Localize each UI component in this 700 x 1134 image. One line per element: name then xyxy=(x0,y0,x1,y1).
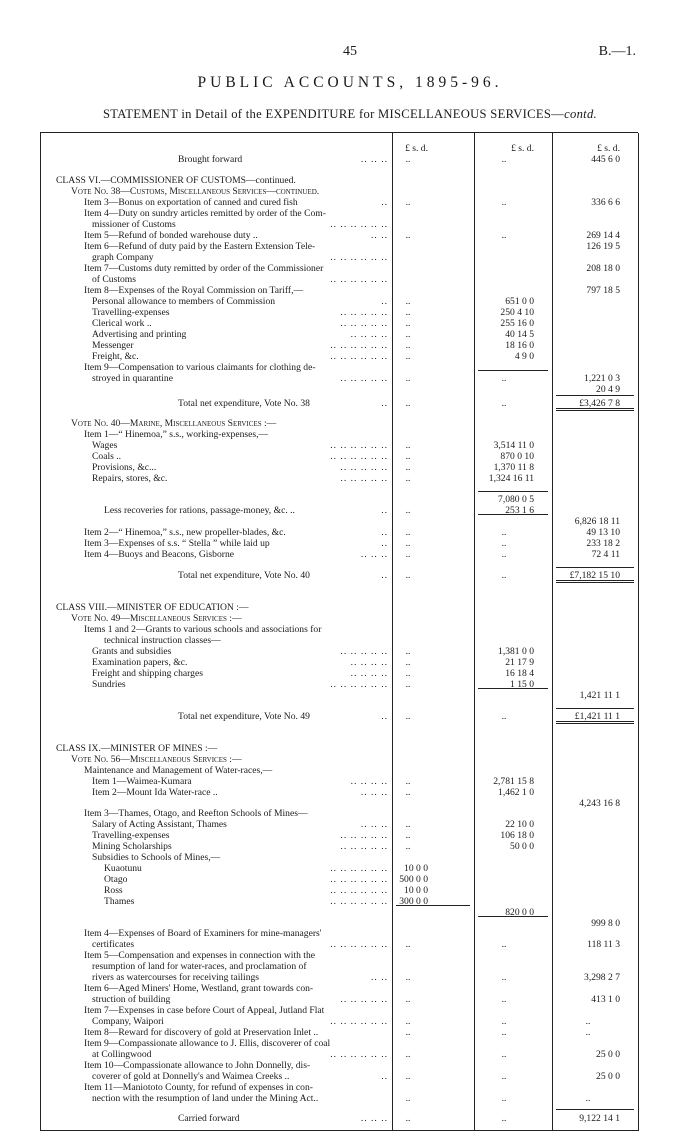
amount-c2: .. xyxy=(501,538,507,549)
line-description: Coals .. xyxy=(92,451,122,462)
amount-c2: 4 9 0 xyxy=(514,351,534,362)
line-description: Salary of Acting Assistant, Thames xyxy=(92,819,227,830)
amount-c1: .. xyxy=(405,1093,411,1104)
amount-c1: .. xyxy=(405,373,411,384)
line-description: Freight and shipping charges xyxy=(92,668,203,679)
table-bottom-rule xyxy=(40,1130,638,1131)
line-description: Item 8—Expenses of the Royal Commission on Tariff,— xyxy=(84,285,304,296)
amount-c2: .. xyxy=(501,1071,507,1082)
line-description: Item 6—Aged Miners' Home, Westland, grant towards con- xyxy=(84,983,314,994)
leader-dots: .. .. .. .. .. .. xyxy=(330,939,388,950)
total-double-rule xyxy=(556,721,634,724)
line-description: Item 10—Compassionate allowance to John Donnelly, dis- xyxy=(84,1060,311,1071)
amount-c3: £3,426 7 8 xyxy=(579,398,620,409)
leader-dots: .. .. .. .. .. .. xyxy=(330,1016,388,1027)
subtotal-rule xyxy=(478,370,548,371)
leader-dots: .. .. .. .. .. .. xyxy=(330,440,388,451)
leader-dots: .. .. .. .. .. .. xyxy=(330,874,388,885)
amount-c2: 22 10 0 xyxy=(505,819,534,830)
amount-c2: 255 16 0 xyxy=(500,318,534,329)
line-description: Total net expenditure, Vote No. 38 xyxy=(178,398,310,409)
line-description: Examination papers, &c. xyxy=(92,657,188,668)
line-description: Brought forward xyxy=(178,154,243,165)
leader-dots: .. .. .. .. .. .. xyxy=(330,340,388,351)
amount-c1: .. xyxy=(405,307,411,318)
line-description: Mining Scholarships xyxy=(92,841,172,852)
line-description: Wages xyxy=(92,440,118,451)
amount-c3: 1,421 11 1 xyxy=(579,690,620,701)
amount-c1: .. xyxy=(405,1071,411,1082)
line-description: CLASS VIII.—MINISTER OF EDUCATION :— xyxy=(56,602,249,613)
total-rule xyxy=(556,395,634,396)
amount-c1: .. xyxy=(405,329,411,340)
amount-c2: .. xyxy=(501,1027,507,1038)
leader-dots: .. .. .. .. .. .. xyxy=(330,252,388,263)
leader-dots: .. .. .. xyxy=(360,154,388,165)
line-description: Item 3—Expenses of s.s. “ Stella ” while laid up xyxy=(84,538,270,549)
line-description: Repairs, stores, &c. xyxy=(92,473,168,484)
amount-c1: .. xyxy=(405,1049,411,1060)
leader-dots: .. xyxy=(381,711,388,722)
leader-dots: .. .. .. .. .. xyxy=(340,462,388,473)
amount-c2: .. xyxy=(501,1093,507,1104)
amount-c1: .. xyxy=(405,154,411,165)
amount-c2: 21 17 9 xyxy=(505,657,534,668)
leader-dots: .. .. .. xyxy=(360,787,388,798)
line-description: of Customs xyxy=(92,274,136,285)
amount-c3: .. xyxy=(585,1027,591,1038)
amount-c3: 269 14 4 xyxy=(586,230,620,241)
page-number: 45 xyxy=(343,44,357,59)
table-top-rule xyxy=(40,132,638,133)
leader-dots: .. xyxy=(381,527,388,538)
leader-dots: .. .. .. .. .. .. xyxy=(330,274,388,285)
amount-c3: 6,826 18 11 xyxy=(574,516,620,527)
amount-c1: .. xyxy=(405,657,411,668)
amount-c3: .. xyxy=(585,1016,591,1027)
line-description: Company, Waipori xyxy=(92,1016,164,1027)
amount-c3: 413 1 0 xyxy=(591,994,620,1005)
amount-c2: .. xyxy=(501,711,507,722)
amount-c3: 25 0 0 xyxy=(596,1071,620,1082)
amount-c2: .. xyxy=(501,972,507,983)
document-reference: B.—1. xyxy=(598,44,636,59)
amount-c1: 300 0 0 xyxy=(399,896,428,907)
leader-dots: .. .. .. .. .. xyxy=(340,841,388,852)
amount-c1: 10 0 0 xyxy=(404,863,428,874)
line-description: coverer of gold at Donnelly's and Waimea Creeks .. xyxy=(92,1071,290,1082)
amount-c1: .. xyxy=(405,296,411,307)
leader-dots: .. .. .. xyxy=(360,1113,388,1124)
amount-c3: 3,298 2 7 xyxy=(584,972,620,983)
amount-c1: .. xyxy=(405,939,411,950)
amount-c1: .. xyxy=(405,776,411,787)
subtotal-rule xyxy=(396,905,470,906)
amount-c2: .. xyxy=(501,527,507,538)
line-description: Provisions, &c... xyxy=(92,462,157,473)
amount-c2: 3,514 11 0 xyxy=(493,440,534,451)
amount-c2: .. xyxy=(501,398,507,409)
subtotal-rule xyxy=(478,916,548,917)
line-description: certificates xyxy=(92,939,135,950)
amount-c1: .. xyxy=(405,462,411,473)
amount-c1: .. xyxy=(405,473,411,484)
amount-c1: 10 0 0 xyxy=(404,885,428,896)
line-description: Vote No. 56—Miscellaneous Services :— xyxy=(71,754,242,765)
leader-dots: .. .. .. .. .. xyxy=(340,373,388,384)
amount-c1: .. xyxy=(405,819,411,830)
statement-subtitle: STATEMENT in Detail of the EXPENDITURE for MISCELLANEOUS SERVICES—contd. xyxy=(102,107,598,121)
amount-c2: 106 18 0 xyxy=(500,830,534,841)
line-description: Otago xyxy=(104,874,128,885)
line-description: Total net expenditure, Vote No. 49 xyxy=(178,711,310,722)
column-header-c2: £ s. d. xyxy=(511,143,534,154)
amount-c1: .. xyxy=(405,527,411,538)
amount-c2: .. xyxy=(501,549,507,560)
amount-c2: .. xyxy=(501,1049,507,1060)
amount-c1: .. xyxy=(405,830,411,841)
total-rule xyxy=(556,708,634,709)
line-description: Less recoveries for rations, passage-money, &c. .. xyxy=(104,505,295,516)
amount-c2: .. xyxy=(501,994,507,1005)
amount-c3: 118 11 3 xyxy=(587,939,620,950)
line-description: Travelling-expenses xyxy=(92,307,170,318)
amount-c2: .. xyxy=(501,154,507,165)
line-description: graph Company xyxy=(92,252,154,263)
leader-dots: .. xyxy=(381,296,388,307)
amount-c1: .. xyxy=(405,538,411,549)
leader-dots: .. .. .. .. .. xyxy=(340,994,388,1005)
amount-c2: 870 0 10 xyxy=(500,451,534,462)
line-description: Kuaotunu xyxy=(104,863,142,874)
amount-c2: .. xyxy=(501,1113,507,1124)
amount-c1: .. xyxy=(405,351,411,362)
total-double-rule xyxy=(556,580,634,583)
leader-dots: .. .. .. .. .. xyxy=(340,318,388,329)
column-divider-3 xyxy=(552,133,553,1131)
leader-dots: .. .. .. .. xyxy=(350,657,388,668)
amount-c2: 651 0 0 xyxy=(505,296,534,307)
line-description: Item 2—Mount Ida Water-race .. xyxy=(92,787,218,798)
amount-c3: 208 18 0 xyxy=(586,263,620,274)
line-description: resumption of land for water-races, and proclamation of xyxy=(92,961,307,972)
amount-c3: £1,421 11 1 xyxy=(574,711,620,722)
amount-c3: .. xyxy=(585,1093,591,1104)
amount-c1: .. xyxy=(405,230,411,241)
line-description: missioner of Customs xyxy=(92,219,176,230)
amount-c2: 7,080 0 5 xyxy=(498,494,534,505)
amount-c2: 1,324 16 11 xyxy=(488,473,534,484)
leader-dots: .. xyxy=(381,197,388,208)
leader-dots: .. .. .. .. .. xyxy=(340,307,388,318)
line-description: Item 11—Maniototo County, for refund of expenses in con- xyxy=(84,1082,313,1093)
leader-dots: .. .. .. .. .. .. xyxy=(330,451,388,462)
amount-c1: .. xyxy=(405,711,411,722)
leader-dots: .. xyxy=(381,538,388,549)
line-description: stroyed in quarantine xyxy=(92,373,173,384)
amount-c3: 72 4 11 xyxy=(591,549,620,560)
leader-dots: .. .. .. .. .. .. xyxy=(330,863,388,874)
line-description: nection with the resumption of land under the Mining Act.. xyxy=(92,1093,319,1104)
amount-c3: 445 6 0 xyxy=(591,154,620,165)
line-description: Vote No. 40—Marine, Miscellaneous Services :— xyxy=(71,418,277,429)
amount-c2: 1,462 1 0 xyxy=(498,787,534,798)
line-description: Total net expenditure, Vote No. 40 xyxy=(178,570,310,581)
amount-c1: .. xyxy=(405,340,411,351)
amount-c1: .. xyxy=(405,197,411,208)
amount-c3: 4,243 16 8 xyxy=(579,798,620,809)
line-description: Item 7—Customs duty remitted by order of the Commissioner xyxy=(84,263,324,274)
line-description: Item 4—Duty on sundry articles remitted by order of the Com- xyxy=(84,208,326,219)
amount-c1: .. xyxy=(405,549,411,560)
line-description: Item 2—“ Hinemoa,” s.s., new propeller-blades, &c. xyxy=(84,527,286,538)
leader-dots: .. .. xyxy=(371,972,388,983)
amount-c1: .. xyxy=(405,398,411,409)
amount-c1: .. xyxy=(405,1016,411,1027)
amount-c2: .. xyxy=(501,230,507,241)
line-description: Maintenance and Management of Water-races,— xyxy=(84,765,273,776)
column-header-c1: £ s. d. xyxy=(405,143,428,154)
amount-c2: 40 14 5 xyxy=(505,329,534,340)
amount-c2: 18 16 0 xyxy=(505,340,534,351)
amount-c3: 49 13 10 xyxy=(586,527,620,538)
leader-dots: .. xyxy=(381,398,388,409)
amount-c2: .. xyxy=(501,197,507,208)
line-description: CLASS VI.—COMMISSIONER OF CUSTOMS—continued. xyxy=(56,175,296,186)
leader-dots: .. .. .. .. .. .. xyxy=(330,896,388,907)
line-description: Item 9—Compensation to various claimants for clothing de- xyxy=(84,362,316,373)
amount-c3: £7,182 15 10 xyxy=(569,570,620,581)
amount-c1: 500 0 0 xyxy=(399,874,428,885)
amount-c1: .. xyxy=(405,994,411,1005)
line-description: Item 8—Reward for discovery of gold at Preservation Inlet .. xyxy=(84,1027,319,1038)
amount-c2: 1,381 0 0 xyxy=(498,646,534,657)
amount-c1: .. xyxy=(405,646,411,657)
amount-c1: .. xyxy=(405,972,411,983)
line-description: Vote No. 49—Miscellaneous Services :— xyxy=(71,613,242,624)
line-description: Carried forward xyxy=(178,1113,240,1124)
subtotal-rule xyxy=(478,514,548,515)
leader-dots: .. xyxy=(381,505,388,516)
amount-c1: .. xyxy=(405,451,411,462)
leader-dots: .. .. .. .. .. .. xyxy=(330,1049,388,1060)
leader-dots: .. .. .. .. .. xyxy=(340,646,388,657)
amount-c1: .. xyxy=(405,679,411,690)
line-description: at Collingwood xyxy=(92,1049,152,1060)
leader-dots: .. xyxy=(381,570,388,581)
leader-dots: .. .. .. .. .. xyxy=(340,830,388,841)
table-right-border xyxy=(638,133,639,1131)
subtotal-rule xyxy=(478,491,548,492)
line-description: struction of building xyxy=(92,994,171,1005)
leader-dots: .. .. .. .. .. .. xyxy=(330,885,388,896)
amount-c3: 9,122 14 1 xyxy=(579,1113,620,1124)
leader-dots: .. .. .. xyxy=(360,549,388,560)
leader-dots: .. .. .. xyxy=(360,819,388,830)
column-header-c3: £ s. d. xyxy=(597,143,620,154)
leader-dots: .. .. .. .. .. .. xyxy=(330,351,388,362)
line-description: rivers as watercourses for receiving tailings xyxy=(92,972,260,983)
page-title: PUBLIC ACCOUNTS, 1895-96. xyxy=(197,74,503,91)
line-description: Subsidies to Schools of Mines,— xyxy=(92,852,221,863)
amount-c2: 50 0 0 xyxy=(510,841,534,852)
line-description: Item 3—Bonus on exportation of canned and cured fish xyxy=(84,197,298,208)
amount-c1: .. xyxy=(405,1113,411,1124)
amount-c1: .. xyxy=(405,668,411,679)
amount-c2: 16 18 4 xyxy=(505,668,534,679)
table-left-border xyxy=(40,133,41,1131)
line-description: Item 5—Refund of bonded warehouse duty .. xyxy=(84,230,258,241)
line-description: Personal allowance to members of Commission xyxy=(92,296,276,307)
amount-c3: 25 0 0 xyxy=(596,1049,620,1060)
line-description: Item 4—Buoys and Beacons, Gisborne xyxy=(84,549,235,560)
line-description: Ross xyxy=(104,885,123,896)
amount-c2: 1,370 11 8 xyxy=(493,462,534,473)
line-description: Advertising and printing xyxy=(92,329,187,340)
line-description: Items 1 and 2—Grants to various schools and associations for xyxy=(84,624,322,635)
line-description: Item 1—Waimea-Kumara xyxy=(92,776,192,787)
amount-c3: 797 18 5 xyxy=(586,285,620,296)
amount-c2: .. xyxy=(501,1016,507,1027)
line-description: Messenger xyxy=(92,340,134,351)
amount-c1: .. xyxy=(405,570,411,581)
line-description: Item 7—Expenses in case before Court of Appeal, Jutland Flat xyxy=(84,1005,325,1016)
line-description: Item 6—Refund of duty paid by the Eastern Extension Tele- xyxy=(84,241,316,252)
line-description: Grants and subsidies xyxy=(92,646,172,657)
leader-dots: .. .. .. .. xyxy=(350,329,388,340)
amount-c1: .. xyxy=(405,318,411,329)
line-description: Item 4—Expenses of Board of Examiners for mine-managers' xyxy=(84,928,322,939)
leader-dots: .. .. .. .. xyxy=(350,668,388,679)
line-description: Sundries xyxy=(92,679,126,690)
amount-c1: .. xyxy=(405,505,411,516)
total-rule xyxy=(556,1109,634,1110)
subtotal-rule xyxy=(478,688,548,689)
amount-c2: 820 0 0 xyxy=(505,907,534,918)
amount-c2: 1 15 0 xyxy=(510,679,534,690)
amount-c3: 20 4 9 xyxy=(596,384,620,395)
line-description: Item 9—Compassionate allowance to J. Ellis, discoverer of coal xyxy=(84,1038,331,1049)
leader-dots: .. xyxy=(381,1071,388,1082)
leader-dots: .. .. xyxy=(371,230,388,241)
line-description: Freight, &c. xyxy=(92,351,139,362)
amount-c2: .. xyxy=(501,939,507,950)
line-description: technical instruction classes— xyxy=(104,635,221,646)
leader-dots: .. .. .. .. .. .. xyxy=(330,679,388,690)
leader-dots: .. .. .. .. xyxy=(350,776,388,787)
amount-c3: 126 19 5 xyxy=(586,241,620,252)
line-description: Clerical work .. xyxy=(92,318,152,329)
line-description: Thames xyxy=(104,896,135,907)
amount-c2: .. xyxy=(501,570,507,581)
total-rule xyxy=(556,567,634,568)
amount-c1: .. xyxy=(405,1027,411,1038)
amount-c3: 233 18 2 xyxy=(586,538,620,549)
amount-c2: 250 4 10 xyxy=(500,307,534,318)
amount-c2: .. xyxy=(501,373,507,384)
line-description: Travelling-expenses xyxy=(92,830,170,841)
amount-c1: .. xyxy=(405,841,411,852)
line-description: Item 5—Compensation and expenses in connection with the xyxy=(84,950,315,961)
amount-c1: .. xyxy=(405,787,411,798)
amount-c3: 1,221 0 3 xyxy=(584,373,620,384)
amount-c1: .. xyxy=(405,440,411,451)
leader-dots: .. .. .. .. .. .. xyxy=(330,219,388,230)
amount-c3: 336 6 6 xyxy=(591,197,620,208)
amount-c2: 2,781 15 8 xyxy=(493,776,534,787)
line-description: Vote No. 38—Customs, Miscellaneous Services—continued. xyxy=(71,186,320,197)
amount-c3: 999 8 0 xyxy=(591,918,620,929)
amount-c2: 253 1 6 xyxy=(505,505,534,516)
line-description: Item 1—“ Hinemoa,” s.s., working-expenses,— xyxy=(84,429,269,440)
line-description: CLASS IX.—MINISTER OF MINES :— xyxy=(56,743,218,754)
total-double-rule xyxy=(556,408,634,411)
line-description: Item 3—Thames, Otago, and Reefton Schools of Mines— xyxy=(84,808,308,819)
leader-dots: .. .. .. .. .. xyxy=(340,473,388,484)
